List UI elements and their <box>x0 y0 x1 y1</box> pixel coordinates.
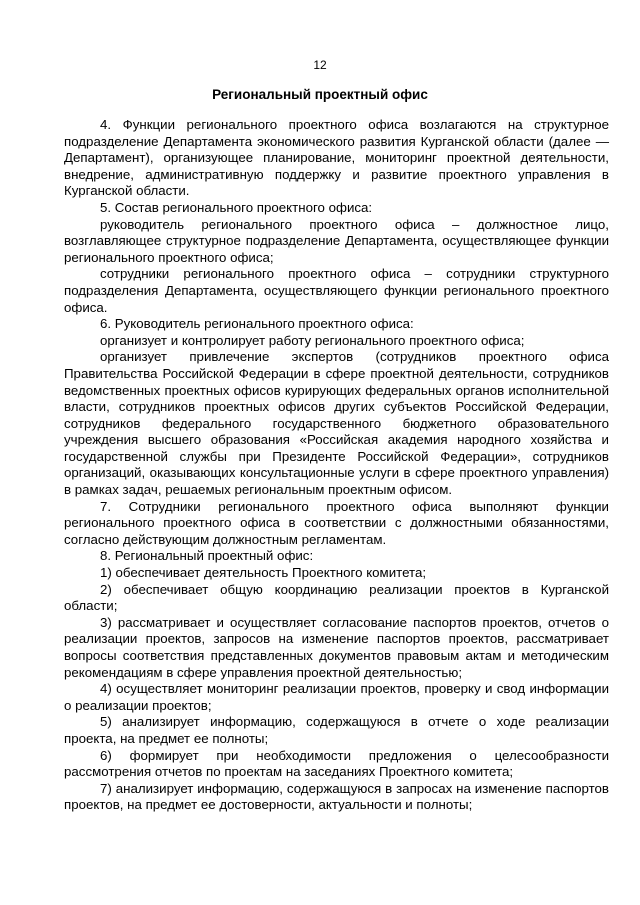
list-item-3: 3) рассматривает и осуществляет согласование паспортов проектов, отчетов о реализации проектов, запросов на изменение паспортов проектов, рассматривает вопросы соответствия представленных документов правовым актам и методическим рекомендациям в сфере управления проектной деятельностью; <box>64 614 609 680</box>
paragraph-office-head: руководитель регионального проектного офиса – должностное лицо, возглавляющее структурное подразделение Департамента, осуществляющее функции регионального проектного офиса; <box>64 216 609 265</box>
list-item-2: 2) обеспечивает общую координацию реализации проектов в Курганской области; <box>64 581 609 614</box>
paragraph-8-office: 8. Региональный проектный офис: <box>100 548 314 564</box>
paragraph-office-staff: сотрудники регионального проектного офиса – сотрудники структурного подразделения Департамента, осуществляющего функции регионального проектного офиса. <box>64 266 609 315</box>
paragraph-organizes-work: организует и контролирует работу регионального проектного офиса; <box>100 332 525 348</box>
paragraph-5-composition: 5. Состав регионального проектного офиса: <box>100 199 373 215</box>
list-item-6: 6) формирует при необходимости предложения о целесообразности рассмотрения отчетов по проектам на заседаниях Проектного комитета; <box>64 747 609 780</box>
document-body <box>64 117 609 814</box>
paragraph-6-head-duties: 6. Руководитель регионального проектного офиса: <box>100 316 414 332</box>
list-item-1: 1) обеспечивает деятельность Проектного комитета; <box>100 565 427 581</box>
list-item-5: 5) анализирует информацию, содержащуюся в отчете о ходе реализации проекта, на предмет ее полноты; <box>64 714 609 746</box>
page-number: 12 <box>313 58 327 72</box>
paragraph-4-functions: 4. Функции регионального проектного офиса возлагаются на структурное подразделение Департамента экономического развития Курганской области (далее — Департамент), организующее планирование, мониторинг проектной деятельности, внедрение, административную поддержку и развитие проектного управления в Курганской области. <box>64 117 609 199</box>
section-heading: Региональный проектный офис <box>212 87 428 102</box>
paragraph-experts: организует привлечение экспертов (сотрудников проектного офиса Правительства Российской Федерации в сфере проектной деятельности, сотрудников ведомственных проектных офисов курирующих федеральных органов исполнительной власти, сотрудников проектных офисов других субъектов Российской Федерации, сотрудников федерального государственного бюджетного образовательного учреждения высшего образования «Российская академия народного хозяйства и государственной службы при Президенте Российской Федерации», сотрудников организаций, оказывающих консультационные услуги в сфере проектного управления) в рамках задач, решаемых региональным проектным офисом. <box>64 349 609 498</box>
list-item-4: 4) осуществляет мониторинг реализации проектов, проверку и свод информации о реализации проектов; <box>64 681 609 713</box>
list-item-7: 7) анализирует информацию, содержащуюся в запросах на изменение паспортов проектов, на предмет ее достоверности, актуальности и полноты; <box>64 780 609 813</box>
paragraph-7-staff-functions: 7. Сотрудники регионального проектного офиса выполняют функции регионального проектного офиса в соответствии с должностными обязанностями, согласно действующим должностным регламентам. <box>64 498 609 547</box>
